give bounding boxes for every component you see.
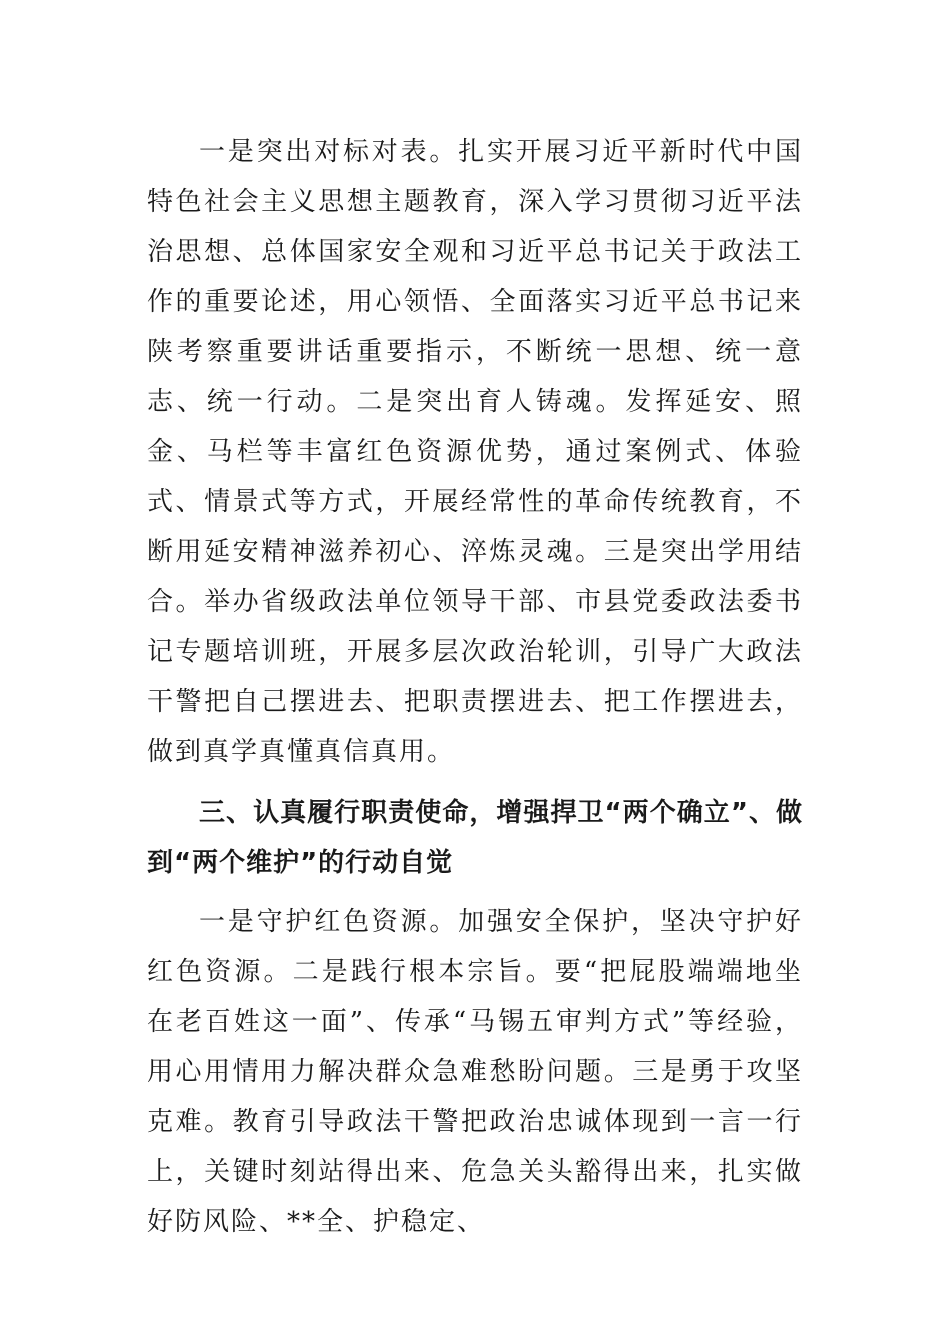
document-body (147, 127, 803, 1247)
body-paragraph-2: 一是守护红色资源。加强安全保护，坚决守护好红色资源。二是践行根本宗旨。要“把屁股端端地坐在老百姓这一面”、传承“马锡五审判方式”等经验，用心用情用力解决群众急难愁盼问题。三是勇于攻坚克难。教育引导政法干警把政治忠诚体现到一言一行上，关键时刻站得出来、危急关头豁得出来，扎实做好防风险、**全、护稳定、 (147, 907, 803, 1237)
body-paragraph-1: 一是突出对标对表。扎实开展习近平新时代中国特色社会主义思想主题教育，深入学习贯彻习近平法治思想、总体国家安全观和习近平总书记关于政法工作的重要论述，用心领悟、全面落实习近平总书记来陕考察重要讲话重要指示，不断统一思想、统一意志、统一行动。二是突出育人铸魂。发挥延安、照金、马栏等丰富红色资源优势，通过案例式、体验式、情景式等方式，开展经常性的革命传统教育，不断用延安精神滋养初心、淬炼灵魂。三是突出学用结合。举办省级政法单位领导干部、市县党委政法委书记专题培训班，开展多层次政治轮训，引导广大政法干警把自己摆进去、把职责摆进去、把工作摆进去，做到真学真懂真信真用。 (147, 137, 803, 767)
section-heading-3: 三、认真履行职责使命，增强捍卫“两个确立”、做到“两个维护”的行动自觉 (147, 798, 803, 878)
